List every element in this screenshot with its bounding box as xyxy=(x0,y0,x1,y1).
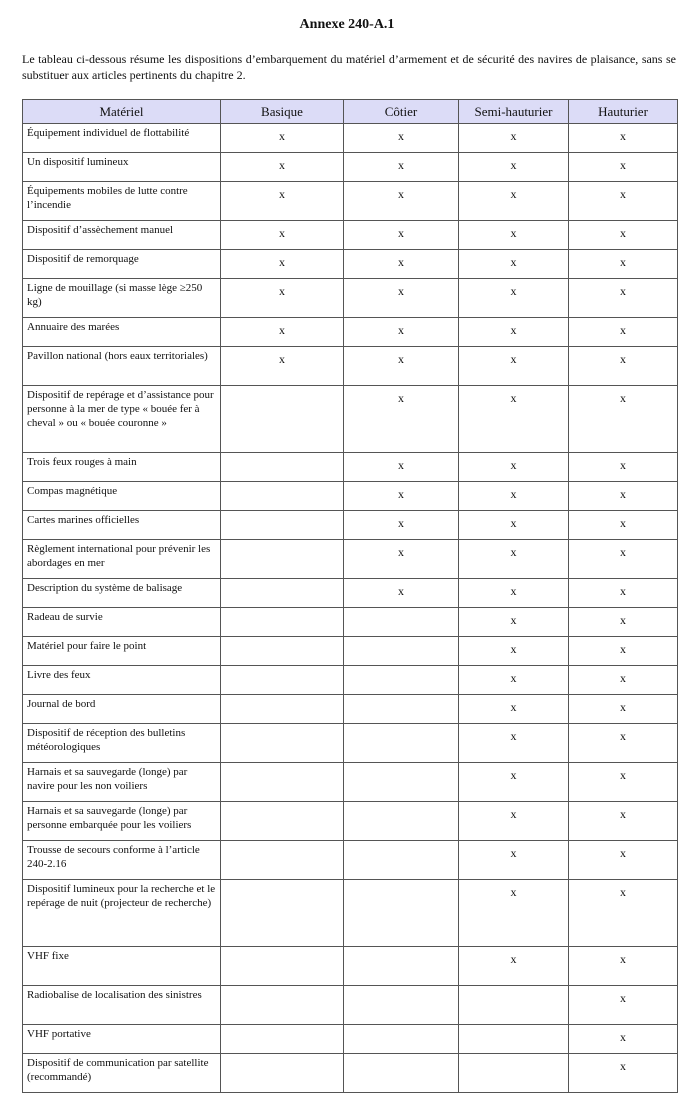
cell-basique xyxy=(221,1025,344,1054)
cell-semi: x xyxy=(459,482,569,511)
cell-hauturier: x xyxy=(569,386,678,453)
cell-basique xyxy=(221,511,344,540)
cell-semi xyxy=(459,1054,569,1093)
cell-basique xyxy=(221,386,344,453)
cell-hauturier: x xyxy=(569,221,678,250)
cell-cotier: x xyxy=(344,153,459,182)
cell-cotier: x xyxy=(344,386,459,453)
table-body xyxy=(23,124,678,1093)
cell-basique xyxy=(221,947,344,986)
cell-cotier xyxy=(344,802,459,841)
header-hauturier: Hauturier xyxy=(569,100,678,124)
cell-basique xyxy=(221,724,344,763)
cell-hauturier: x xyxy=(569,763,678,802)
table-row xyxy=(23,947,678,986)
table-row xyxy=(23,666,678,695)
cell-semi: x xyxy=(459,540,569,579)
cell-hauturier: x xyxy=(569,695,678,724)
item-label: Équipement individuel de flottabilité xyxy=(23,124,221,153)
item-label: Ligne de mouillage (si masse lège ≥250 kg) xyxy=(23,279,221,318)
cell-semi: x xyxy=(459,802,569,841)
table-row xyxy=(23,347,678,386)
cell-hauturier: x xyxy=(569,986,678,1025)
cell-semi: x xyxy=(459,153,569,182)
cell-semi: x xyxy=(459,279,569,318)
cell-hauturier: x xyxy=(569,511,678,540)
cell-cotier xyxy=(344,763,459,802)
intro-paragraph: Le tableau ci-dessous résume les dispositions d’embarquement du matériel d’armement et de sécurité des navires de plaisance, sans se substituer aux articles pertinents du chapitre 2. xyxy=(22,52,676,82)
cell-cotier xyxy=(344,986,459,1025)
item-label: Journal de bord xyxy=(23,695,221,724)
item-label: Dispositif de repérage et d’assistance pour personne à la mer de type « bouée fer à cheval » ou « bouée couronne » xyxy=(23,386,221,453)
cell-semi: x xyxy=(459,841,569,880)
cell-cotier: x xyxy=(344,482,459,511)
item-label: Livre des feux xyxy=(23,666,221,695)
cell-cotier: x xyxy=(344,540,459,579)
cell-semi: x xyxy=(459,386,569,453)
cell-hauturier: x xyxy=(569,453,678,482)
cell-basique: x xyxy=(221,250,344,279)
table-row xyxy=(23,124,678,153)
cell-semi: x xyxy=(459,221,569,250)
cell-cotier: x xyxy=(344,250,459,279)
table-row xyxy=(23,511,678,540)
table-row xyxy=(23,724,678,763)
table-row xyxy=(23,250,678,279)
item-label: Radiobalise de localisation des sinistres xyxy=(23,986,221,1025)
cell-basique xyxy=(221,1054,344,1093)
cell-hauturier: x xyxy=(569,637,678,666)
table-row xyxy=(23,182,678,221)
cell-semi: x xyxy=(459,947,569,986)
table-row xyxy=(23,1025,678,1054)
cell-hauturier: x xyxy=(569,841,678,880)
item-label: Dispositif de réception des bulletins météorologiques xyxy=(23,724,221,763)
cell-cotier xyxy=(344,841,459,880)
item-label: Compas magnétique xyxy=(23,482,221,511)
cell-basique: x xyxy=(221,153,344,182)
cell-hauturier: x xyxy=(569,482,678,511)
item-label: Pavillon national (hors eaux territoriales) xyxy=(23,347,221,386)
header-semi-hauturier: Semi-hauturier xyxy=(459,100,569,124)
cell-cotier: x xyxy=(344,347,459,386)
item-label: Règlement international pour prévenir les abordages en mer xyxy=(23,540,221,579)
cell-basique: x xyxy=(221,347,344,386)
table-row xyxy=(23,986,678,1025)
item-label: Dispositif lumineux pour la recherche et le repérage de nuit (projecteur de recherche) xyxy=(23,880,221,947)
equipment-table xyxy=(22,99,678,1093)
cell-basique: x xyxy=(221,124,344,153)
cell-semi: x xyxy=(459,763,569,802)
cell-basique xyxy=(221,802,344,841)
cell-hauturier: x xyxy=(569,250,678,279)
table-row xyxy=(23,579,678,608)
cell-semi: x xyxy=(459,124,569,153)
item-label: Dispositif d’assèchement manuel xyxy=(23,221,221,250)
cell-hauturier: x xyxy=(569,182,678,221)
cell-basique xyxy=(221,608,344,637)
table-row xyxy=(23,221,678,250)
cell-cotier: x xyxy=(344,279,459,318)
table-row xyxy=(23,1054,678,1093)
table-row xyxy=(23,318,678,347)
item-label: Matériel pour faire le point xyxy=(23,637,221,666)
cell-cotier: x xyxy=(344,124,459,153)
table-row xyxy=(23,880,678,947)
cell-semi: x xyxy=(459,880,569,947)
cell-basique xyxy=(221,453,344,482)
table-row xyxy=(23,802,678,841)
cell-cotier: x xyxy=(344,182,459,221)
item-label: Harnais et sa sauvegarde (longe) par personne embarquée pour les voiliers xyxy=(23,802,221,841)
table-row xyxy=(23,763,678,802)
header-basique: Basique xyxy=(221,100,344,124)
item-label: Équipements mobiles de lutte contre l’incendie xyxy=(23,182,221,221)
item-label: Description du système de balisage xyxy=(23,579,221,608)
cell-hauturier: x xyxy=(569,540,678,579)
item-label: Dispositif de remorquage xyxy=(23,250,221,279)
cell-basique xyxy=(221,763,344,802)
cell-basique xyxy=(221,880,344,947)
cell-hauturier: x xyxy=(569,947,678,986)
item-label: Harnais et sa sauvegarde (longe) par navire pour les non voiliers xyxy=(23,763,221,802)
item-label: Dispositif de communication par satellite (recommandé) xyxy=(23,1054,221,1093)
header-cotier: Côtier xyxy=(344,100,459,124)
cell-basique: x xyxy=(221,279,344,318)
cell-basique: x xyxy=(221,221,344,250)
cell-cotier: x xyxy=(344,453,459,482)
cell-cotier xyxy=(344,947,459,986)
cell-cotier: x xyxy=(344,579,459,608)
cell-cotier: x xyxy=(344,511,459,540)
table-row xyxy=(23,482,678,511)
cell-hauturier: x xyxy=(569,124,678,153)
cell-basique xyxy=(221,637,344,666)
cell-semi: x xyxy=(459,182,569,221)
cell-semi: x xyxy=(459,666,569,695)
table-row xyxy=(23,279,678,318)
cell-basique xyxy=(221,540,344,579)
table-row xyxy=(23,386,678,453)
cell-semi: x xyxy=(459,608,569,637)
header-materiel: Matériel xyxy=(23,100,221,124)
cell-semi: x xyxy=(459,695,569,724)
cell-basique: x xyxy=(221,182,344,221)
cell-cotier xyxy=(344,666,459,695)
cell-semi xyxy=(459,1025,569,1054)
table-row xyxy=(23,841,678,880)
cell-hauturier: x xyxy=(569,1054,678,1093)
cell-basique: x xyxy=(221,318,344,347)
cell-hauturier: x xyxy=(569,153,678,182)
table-row xyxy=(23,453,678,482)
table-row xyxy=(23,540,678,579)
document-title: Annexe 240-A.1 xyxy=(299,17,395,32)
cell-basique xyxy=(221,695,344,724)
item-label: Trousse de secours conforme à l’article 240-2.16 xyxy=(23,841,221,880)
cell-cotier xyxy=(344,1025,459,1054)
cell-hauturier: x xyxy=(569,666,678,695)
cell-semi: x xyxy=(459,318,569,347)
cell-hauturier: x xyxy=(569,279,678,318)
cell-hauturier: x xyxy=(569,318,678,347)
cell-basique xyxy=(221,986,344,1025)
cell-cotier xyxy=(344,695,459,724)
table-header-row xyxy=(23,100,678,124)
cell-basique xyxy=(221,666,344,695)
cell-hauturier: x xyxy=(569,579,678,608)
cell-cotier xyxy=(344,637,459,666)
table-row xyxy=(23,608,678,637)
item-label: VHF fixe xyxy=(23,947,221,986)
cell-semi: x xyxy=(459,347,569,386)
cell-hauturier: x xyxy=(569,608,678,637)
item-label: Cartes marines officielles xyxy=(23,511,221,540)
cell-basique xyxy=(221,482,344,511)
cell-hauturier: x xyxy=(569,347,678,386)
cell-hauturier: x xyxy=(569,880,678,947)
table-row xyxy=(23,153,678,182)
item-label: VHF portative xyxy=(23,1025,221,1054)
cell-semi: x xyxy=(459,579,569,608)
cell-semi: x xyxy=(459,511,569,540)
cell-semi: x xyxy=(459,250,569,279)
cell-semi: x xyxy=(459,724,569,763)
cell-cotier xyxy=(344,608,459,637)
cell-cotier xyxy=(344,880,459,947)
cell-cotier xyxy=(344,1054,459,1093)
cell-hauturier: x xyxy=(569,802,678,841)
cell-basique xyxy=(221,841,344,880)
item-label: Trois feux rouges à main xyxy=(23,453,221,482)
table-row xyxy=(23,637,678,666)
cell-basique xyxy=(221,579,344,608)
item-label: Radeau de survie xyxy=(23,608,221,637)
item-label: Annuaire des marées xyxy=(23,318,221,347)
cell-semi: x xyxy=(459,637,569,666)
cell-hauturier: x xyxy=(569,1025,678,1054)
cell-cotier xyxy=(344,724,459,763)
table-row xyxy=(23,695,678,724)
item-label: Un dispositif lumineux xyxy=(23,153,221,182)
cell-cotier: x xyxy=(344,221,459,250)
cell-semi: x xyxy=(459,453,569,482)
cell-semi xyxy=(459,986,569,1025)
cell-hauturier: x xyxy=(569,724,678,763)
cell-cotier: x xyxy=(344,318,459,347)
